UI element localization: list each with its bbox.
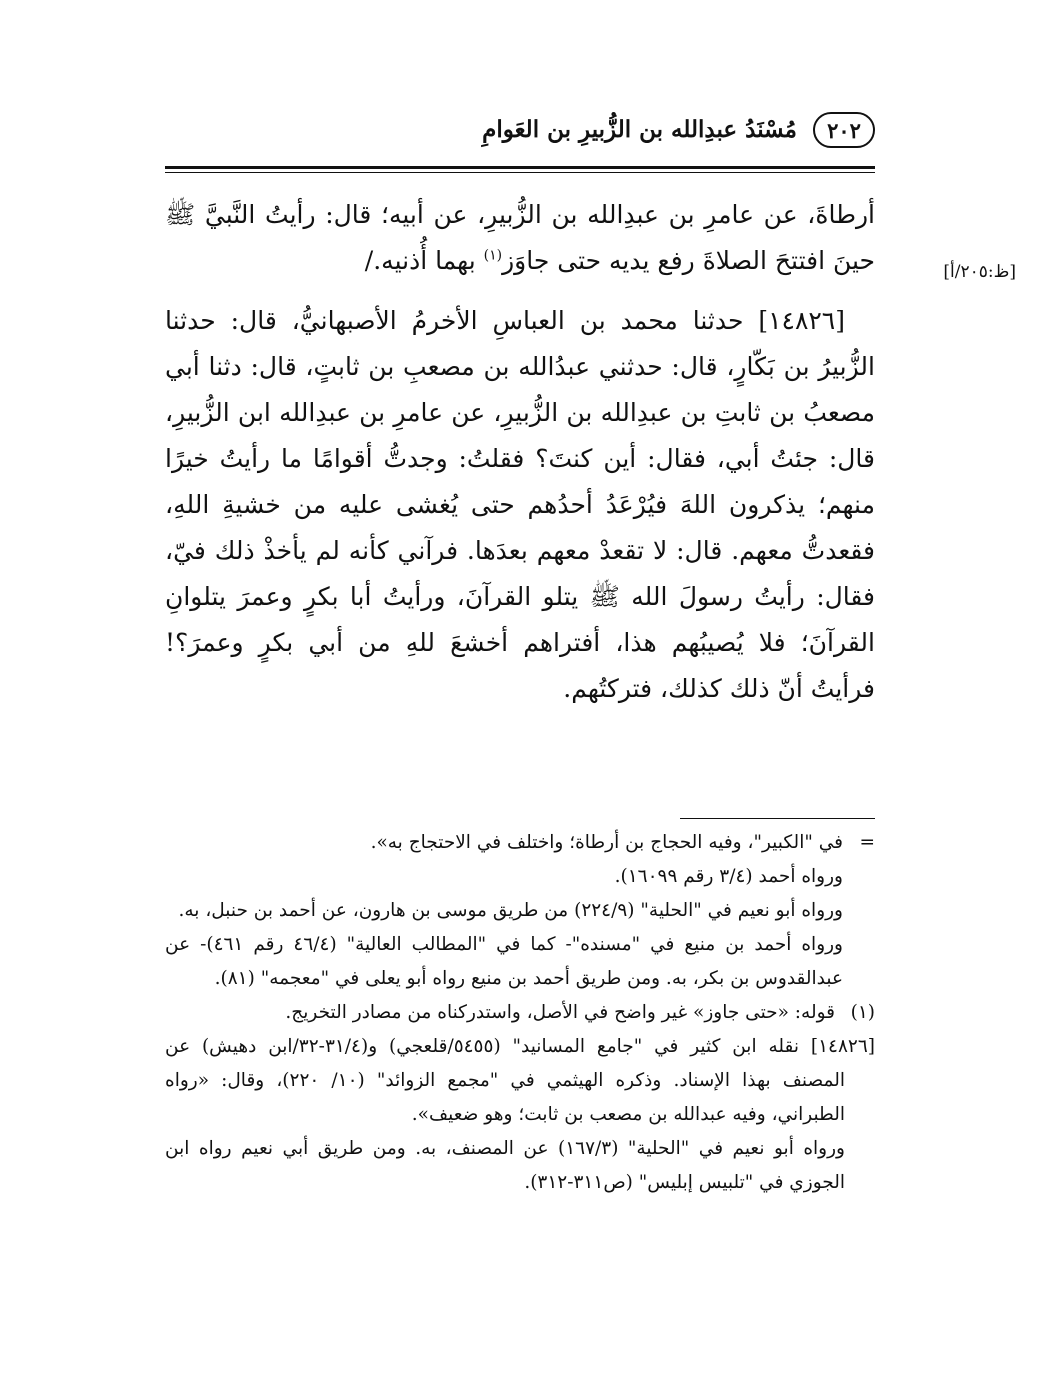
footnote-rule — [680, 818, 875, 819]
main-text — [165, 192, 875, 712]
paragraph-gap — [165, 284, 875, 298]
footnote-line: ورواه أحمد بن منيع في "مسنده"- كما في "المطالب العالية" (٤٦/٤ رقم ٤٦١)- عن عبدالقدوس بن بكر، به. ومن طريق أحمد بن منيع رواه أبو يعلى في "معجمه" (٨١). — [165, 934, 843, 989]
paragraph-1-text: أرطاةَ، عن عامرِ بن عبدِالله بن الزُّبيرِ، عن أبيه؛ قال: رأيتُ النَّبيَّ ﷺ حينَ افتتحَ الصلاةَ رفع يديه حتى جاوَز — [165, 200, 875, 275]
paragraph-2: [١٤٨٢٦] حدثنا محمد بن العباسِ الأخرمُ الأصبهانيُّ، قال: حدثنا الزُّبيرُ بن بَكّارٍ، قال: حدثني عبدُالله بن مصعبِ بن ثابتٍ، قال: دثنا أبي مصعبُ بن ثابتِ بن عبدِالله بن الزُّبيرِ، عن عامرِ بن عبدِالله ابن الزُّبيرِ، قال: جئتُ أبي، فقال: أين كنتَ؟ فقلتُ: وجدتُّ أقوامًا ما رأيتُ خيرًا منهم؛ يذكرون اللهَ فيُرْعَدُ أحدُهم حتى يُغشى عليه من خشيةِ اللهِ، فقعدتُّ معهم. قال: لا تقعدْ معهم بعدَها. فرآني كأنه لم يأخذْ ذلك فيّ، فقال: رأيتُ رسولَ الله ﷺ يتلو القرآنَ، ورأيتُ أبا بكرٍ وعمرَ يتلوانِ القرآنَ؛ فلا يُصيبُهم هذا، أفتراهم أخشعَ للهِ من أبي بكرٍ وعمرَ؟! فرأيتُ أنّ ذلك كذلك، فتركتُهم. — [165, 306, 876, 703]
margin-note: [ظ:٢٠٥/أ] — [943, 262, 1016, 282]
header-rule-thick — [165, 166, 875, 169]
footnote-continuation — [165, 826, 875, 996]
running-title: مُسْنَدُ عبدِالله بن الزُّبيرِ بن العَوامِ — [482, 116, 797, 143]
footnote-1-marker: (١) — [850, 1002, 875, 1023]
paragraph-1 — [165, 192, 875, 284]
footnote-reference — [165, 1030, 875, 1200]
page-number: ٢٠٢ — [813, 112, 875, 148]
footnote-line: ورواه أحمد (٣/٤ رقم ١٦٠٩٩). — [614, 866, 843, 887]
footnote-1-text: قوله: «حتى جاوز» غير واضح في الأصل، واستدركناه من مصادر التخريج. — [285, 1002, 835, 1023]
footnotes — [165, 826, 875, 1200]
page-header — [165, 108, 875, 158]
paragraph-1-tail: بهما أُذنيه./ — [364, 246, 484, 275]
footnote-line: في "الكبير"، وفيه الحجاج بن أرطاة؛ واختلف في الاحتجاج به». — [370, 832, 843, 853]
footnote-line: ورواه أبو نعيم في "الحلية" (٢٢٤/٩) من طريق موسى بن هارون، عن أحمد بن حنبل، به. — [178, 900, 843, 921]
header-rule-thin — [165, 172, 875, 173]
footnote-ref-1: (١) — [483, 247, 503, 264]
footnote-reference-block — [165, 1030, 875, 1132]
footnote-1 — [165, 996, 875, 1030]
continuation-marker: = — [859, 832, 875, 853]
footnote-reference-text: نقله ابن كثير في "جامع المسانيد" (٥٤٥٥/قلعجي) و(٣١/٤-٣٢/ابن دهيش) عن المصنف بهذا الإسناد. وذكره الهيثمي في "مجمع الزوائد" (١٠/ ٢٢٠)، وقال: «رواه الطبراني، وفيه عبدالله بن مصعب بن ثابت؛ وهو ضعيف». — [165, 1036, 845, 1125]
footnote-reference-text-2: ورواه أبو نعيم في "الحلية" (١٦٧/٣) عن المصنف، به. ومن طريق أبي نعيم رواه ابن الجوزي في "تلبيس إبليس" (ص٣١١-٣١٢). — [165, 1138, 845, 1193]
footnote-reference-marker: [١٤٨٢٦] — [810, 1036, 875, 1057]
